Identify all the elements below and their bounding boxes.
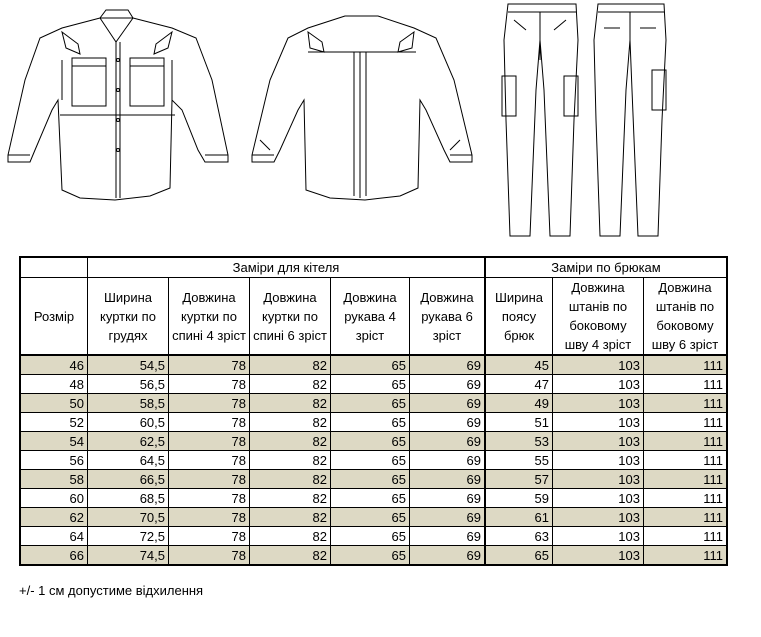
col-header-sleeve-length-4: Довжина рукава 4 зріст <box>331 278 410 356</box>
table-cell: 103 <box>553 413 644 432</box>
table-row <box>20 394 727 413</box>
table-cell: 65 <box>331 546 410 566</box>
table-cell: 69 <box>410 508 486 527</box>
table-cell: 78 <box>169 527 250 546</box>
table-cell: 66 <box>20 546 88 566</box>
table-cell: 62,5 <box>88 432 169 451</box>
table-cell: 78 <box>169 394 250 413</box>
table-cell: 82 <box>250 546 331 566</box>
table-cell: 111 <box>644 355 728 375</box>
table-cell: 57 <box>485 470 553 489</box>
table-cell: 78 <box>169 375 250 394</box>
col-header-size: Розмір <box>20 278 88 356</box>
table-cell: 69 <box>410 432 486 451</box>
table-cell: 78 <box>169 546 250 566</box>
table-cell: 52 <box>20 413 88 432</box>
table-row <box>20 470 727 489</box>
table-cell: 69 <box>410 355 486 375</box>
table-cell: 82 <box>250 508 331 527</box>
table-cell: 78 <box>169 432 250 451</box>
table-cell: 111 <box>644 546 728 566</box>
table-cell: 65 <box>331 527 410 546</box>
table-cell: 82 <box>250 394 331 413</box>
table-cell: 65 <box>331 508 410 527</box>
table-cell: 72,5 <box>88 527 169 546</box>
table-row <box>20 413 727 432</box>
table-row <box>20 489 727 508</box>
col-header-trouser-length-4: Довжина штанів по боковому шву 4 зріст <box>553 278 644 356</box>
table-cell: 111 <box>644 413 728 432</box>
table-cell: 103 <box>553 489 644 508</box>
table-cell: 65 <box>331 375 410 394</box>
table-cell: 78 <box>169 508 250 527</box>
table-cell: 64 <box>20 527 88 546</box>
empty-corner <box>20 257 88 278</box>
table-cell: 103 <box>553 546 644 566</box>
table-cell: 111 <box>644 527 728 546</box>
table-cell: 103 <box>553 375 644 394</box>
table-cell: 103 <box>553 508 644 527</box>
table-cell: 49 <box>485 394 553 413</box>
table-cell: 74,5 <box>88 546 169 566</box>
col-header-waist-width: Ширина поясу брюк <box>485 278 553 356</box>
table-cell: 60 <box>20 489 88 508</box>
table-cell: 50 <box>20 394 88 413</box>
table-cell: 62 <box>20 508 88 527</box>
table-cell: 69 <box>410 489 486 508</box>
table-cell: 82 <box>250 489 331 508</box>
table-cell: 54 <box>20 432 88 451</box>
table-cell: 56 <box>20 451 88 470</box>
table-cell: 78 <box>169 470 250 489</box>
table-cell: 111 <box>644 432 728 451</box>
table-cell: 69 <box>410 394 486 413</box>
col-header-chest-width: Ширина куртки по грудях <box>88 278 169 356</box>
col-header-sleeve-length-6: Довжина рукава 6 зріст <box>410 278 486 356</box>
table-cell: 69 <box>410 375 486 394</box>
table-cell: 65 <box>331 451 410 470</box>
table-cell: 55 <box>485 451 553 470</box>
table-cell: 65 <box>331 413 410 432</box>
table-cell: 65 <box>331 489 410 508</box>
group-header-row <box>20 257 727 278</box>
table-cell: 103 <box>553 451 644 470</box>
table-cell: 78 <box>169 451 250 470</box>
trousers-back-drawing <box>594 4 666 236</box>
table-cell: 65 <box>331 355 410 375</box>
table-cell: 64,5 <box>88 451 169 470</box>
size-table-body <box>20 355 727 565</box>
table-cell: 54,5 <box>88 355 169 375</box>
table-cell: 53 <box>485 432 553 451</box>
table-cell: 111 <box>644 394 728 413</box>
table-cell: 68,5 <box>88 489 169 508</box>
table-cell: 78 <box>169 355 250 375</box>
table-cell: 111 <box>644 508 728 527</box>
table-cell: 82 <box>250 432 331 451</box>
table-cell: 103 <box>553 394 644 413</box>
table-row <box>20 546 727 566</box>
table-cell: 65 <box>331 432 410 451</box>
jacket-measurements-header: Заміри для кітеля <box>88 257 486 278</box>
table-cell: 111 <box>644 470 728 489</box>
table-cell: 103 <box>553 432 644 451</box>
table-row <box>20 355 727 375</box>
table-cell: 111 <box>644 489 728 508</box>
table-cell: 69 <box>410 470 486 489</box>
col-header-back-length-6: Довжина куртки по спині 6 зріст <box>250 278 331 356</box>
table-row <box>20 508 727 527</box>
table-cell: 69 <box>410 413 486 432</box>
table-cell: 82 <box>250 470 331 489</box>
table-cell: 65 <box>331 470 410 489</box>
table-cell: 78 <box>169 489 250 508</box>
table-cell: 103 <box>553 527 644 546</box>
table-cell: 103 <box>553 355 644 375</box>
col-header-trouser-length-6: Довжина штанів по боковому шву 6 зріст <box>644 278 728 356</box>
table-cell: 69 <box>410 546 486 566</box>
shirt-front-drawing <box>8 10 228 200</box>
table-cell: 70,5 <box>88 508 169 527</box>
table-cell: 82 <box>250 527 331 546</box>
trousers-front-drawing <box>502 4 578 236</box>
table-cell: 58,5 <box>88 394 169 413</box>
table-row <box>20 527 727 546</box>
table-cell: 111 <box>644 375 728 394</box>
tolerance-note: +/- 1 см допустиме відхилення <box>19 583 204 598</box>
col-header-back-length-4: Довжина куртки по спині 4 зріст <box>169 278 250 356</box>
table-cell: 59 <box>485 489 553 508</box>
shirt-back-drawing <box>252 16 472 200</box>
table-cell: 66,5 <box>88 470 169 489</box>
table-cell: 60,5 <box>88 413 169 432</box>
table-row <box>20 451 727 470</box>
table-cell: 82 <box>250 375 331 394</box>
table-cell: 45 <box>485 355 553 375</box>
table-cell: 78 <box>169 413 250 432</box>
table-cell: 51 <box>485 413 553 432</box>
table-cell: 46 <box>20 355 88 375</box>
table-cell: 103 <box>553 470 644 489</box>
size-table <box>19 256 728 566</box>
table-cell: 58 <box>20 470 88 489</box>
table-cell: 47 <box>485 375 553 394</box>
table-cell: 82 <box>250 355 331 375</box>
table-cell: 69 <box>410 451 486 470</box>
column-header-row <box>20 278 727 356</box>
table-cell: 56,5 <box>88 375 169 394</box>
table-cell: 82 <box>250 413 331 432</box>
table-cell: 65 <box>331 394 410 413</box>
table-cell: 63 <box>485 527 553 546</box>
table-cell: 69 <box>410 527 486 546</box>
table-cell: 61 <box>485 508 553 527</box>
table-row <box>20 375 727 394</box>
trousers-measurements-header: Заміри по брюкам <box>485 257 727 278</box>
table-cell: 111 <box>644 451 728 470</box>
table-row <box>20 432 727 451</box>
table-cell: 65 <box>485 546 553 566</box>
table-cell: 48 <box>20 375 88 394</box>
garment-drawings <box>0 0 761 245</box>
table-cell: 82 <box>250 451 331 470</box>
